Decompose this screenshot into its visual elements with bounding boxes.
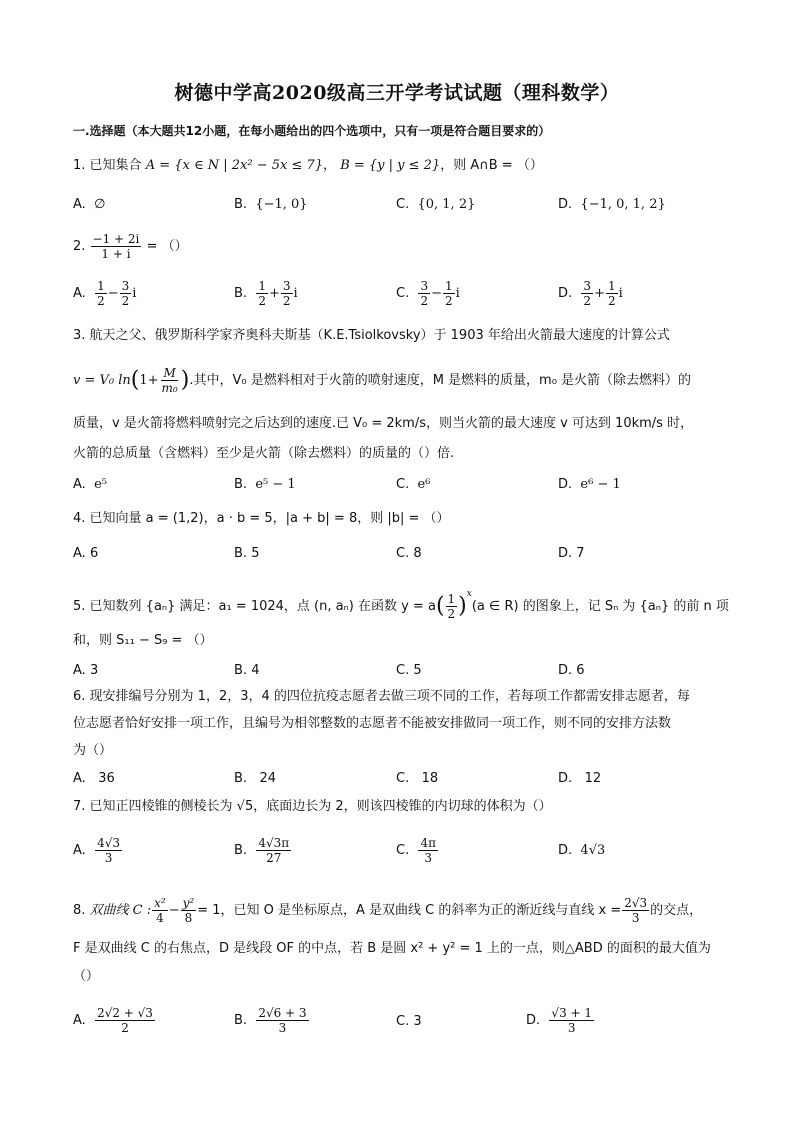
option-label: D.: [558, 197, 573, 212]
question-text: 已知向量 a = (1,2)，a · b = 5，|a + b| = 8，则 |b| = （）: [89, 511, 450, 526]
question-3-line-1: [73, 327, 670, 345]
option-label: D.: [558, 843, 573, 858]
question-6-line-2: 位志愿者恰好安排一项工作，且编号为相邻整数的志愿者不能被安排做同一项工作，则不同的安排方法数: [73, 716, 672, 731]
option-text: 7: [576, 546, 585, 561]
q5-option-c: [396, 662, 422, 680]
question-5-line-2: 和，则 S₁₁ − S₉ = （）: [73, 633, 213, 648]
denominator: 2: [97, 294, 105, 308]
question-text: .其中，V₀ 是燃料相对于火箭的喷射速度，M 是燃料的质量，m₀ 是火箭（除去燃料）的: [189, 373, 692, 388]
paren-close: ): [180, 367, 190, 393]
sign: −: [107, 286, 119, 301]
q2-option-c: [396, 279, 460, 308]
option-label: A.: [73, 771, 86, 786]
question-number: 1.: [73, 158, 86, 173]
sign: +: [594, 286, 605, 301]
denominator: 1 + i: [101, 247, 131, 261]
option-text: 24: [259, 771, 277, 786]
q3-option-b: [234, 476, 296, 494]
denominator: 3: [104, 851, 113, 865]
formula-prefix: v = V₀ ln: [73, 373, 131, 388]
question-4: [73, 510, 450, 528]
option-label: C.: [396, 1014, 410, 1029]
numerator: −1 + 2i: [92, 232, 140, 246]
option-label: D.: [558, 477, 573, 492]
question-8-line-2: F 是双曲线 C 的右焦点，D 是线段 OF 的中点，若 B 是圆 x² + y² = 1 上的一点，则△ABD 的面积的最大值为: [73, 941, 711, 956]
option-label: C.: [396, 546, 410, 561]
q2-fraction: [91, 232, 142, 261]
option-label: D.: [558, 286, 573, 301]
option-label: C.: [396, 771, 410, 786]
option-text: 18: [421, 771, 439, 786]
denominator: 2: [282, 294, 291, 308]
option-label: B.: [234, 197, 248, 212]
sign: −: [431, 286, 443, 301]
question-text: (a ∈ R) 的图象上，记 Sₙ 为 {aₙ} 的前 n 项: [471, 599, 729, 614]
imag-unit: i: [293, 286, 298, 301]
denominator: 2: [583, 294, 592, 308]
numerator: 4√3: [97, 836, 120, 850]
q4-option-a: [73, 545, 98, 563]
q2-option-a: [73, 279, 136, 308]
q4-option-d: [558, 545, 585, 563]
numerator: 2√3: [624, 896, 648, 910]
option-text: 5: [413, 663, 422, 678]
q6-option-c: [396, 770, 438, 788]
option-text: e⁵ − 1: [255, 477, 296, 492]
q1-option-c: [396, 196, 475, 214]
denominator: 2: [121, 294, 130, 308]
numerator: x²: [154, 896, 166, 910]
question-text: 已知正四棱锥的侧棱长为 √5，底面边长为 2，则该四棱锥的内切球的体积为（）: [89, 799, 552, 814]
denominator: 2: [420, 294, 429, 308]
q1-option-d: [558, 196, 666, 214]
option-text: 6: [89, 546, 99, 561]
q7-option-d: [558, 842, 605, 860]
numerator: √3 + 1: [551, 1006, 593, 1020]
option-label: A.: [73, 1013, 86, 1028]
q7-option-c: [396, 836, 439, 865]
question-text: 已知集合: [89, 158, 142, 173]
q8-option-c: [396, 1013, 422, 1031]
q2-option-d: [558, 279, 623, 308]
q6-option-b: [234, 770, 276, 788]
q4-option-c: [396, 545, 422, 563]
numerator: y²: [182, 896, 195, 910]
q3-option-a: [73, 476, 107, 494]
question-number: 5.: [73, 599, 86, 614]
option-label: C.: [396, 286, 410, 301]
option-label: C.: [396, 197, 410, 212]
option-label: A.: [73, 843, 86, 858]
question-number: 4.: [73, 511, 86, 526]
numerator: 3: [121, 279, 130, 293]
option-label: C.: [396, 663, 410, 678]
denominator: 27: [266, 851, 282, 865]
denominator: 3: [278, 1021, 287, 1035]
option-text: 36: [98, 771, 115, 786]
imag-unit: i: [132, 286, 137, 301]
denominator: 2: [258, 294, 266, 308]
question-8-line-1: 8. 双曲线 C : $\frac{\text{x²}}{4}$ − $\frac{\text{y²}}{8}$ = 1，已知 O 是坐标原点，A 是双曲线 C 的斜率为正的渐近线与直线 x = $\frac{2√3}{3}$ 的交点，: [73, 896, 703, 925]
q1-option-b: [234, 196, 308, 214]
option-label: A.: [73, 286, 86, 301]
denominator: 2: [445, 294, 453, 308]
q2-option-b: [234, 279, 298, 308]
curve-name: 双曲线 C :: [89, 903, 152, 918]
numerator: 4√3π: [258, 836, 290, 850]
question-3-line-3: 质量，v 是火箭将燃料喷射完之后达到的速度.已 V₀ = 2km/s，则当火箭的最大速度 v 可达到 10km/s 时，: [73, 416, 694, 431]
option-label: B.: [234, 771, 248, 786]
imag-unit: i: [618, 286, 623, 301]
set-a-expr: A = {x ∈ N | 2x² − 5x ≤ 7}: [145, 158, 324, 173]
question-5-line-1: 5. 已知数列 {aₙ} 满足：a₁ = 1024，点 (n, aₙ) 在函数 y = a( $\frac{1}{2}$ )$^x$(a ∈ R) 的图象上，记 Sₙ 为 {aₙ} 的前 n 项: [73, 589, 729, 621]
question-1: [73, 157, 543, 175]
question-text: 已知数列 {aₙ} 满足：a₁ = 1024，点 (n, aₙ) 在函数 y = a: [89, 599, 436, 614]
option-label: B.: [234, 1013, 248, 1028]
option-label: D.: [558, 546, 573, 561]
option-text: e⁶ − 1: [580, 477, 621, 492]
q4-option-b: [234, 545, 259, 563]
numerator: 1: [447, 592, 456, 606]
q8-option-a: [73, 1006, 156, 1035]
numerator: 2√6 + 3: [258, 1006, 307, 1020]
question-3-line-2: v = V₀ ln(1+ $\frac{M}{\text{m₀}}$ ).其中，V₀ 是燃料相对于火箭的喷射速度，M 是燃料的质量，m₀ 是火箭（除去燃料）的: [73, 366, 692, 395]
q1-option-a: [73, 196, 105, 214]
denominator: 3: [567, 1021, 576, 1035]
numerator: 1: [97, 279, 105, 293]
denominator: 2: [121, 1021, 129, 1035]
numerator: 1: [607, 279, 616, 293]
denominator: 2: [447, 607, 456, 621]
denominator: m₀: [161, 381, 178, 395]
option-text: 3: [89, 663, 99, 678]
question-text: = （）: [146, 239, 188, 254]
separator: ，: [323, 158, 337, 173]
question-6-line-3: 为（）: [73, 743, 113, 758]
question-6-line-1: [73, 688, 690, 706]
q5-option-b: [234, 662, 259, 680]
question-number: 6.: [73, 689, 86, 704]
numerator: 3: [282, 279, 291, 293]
q6-option-d: [558, 770, 601, 788]
option-label: D.: [558, 771, 573, 786]
numerator: 1: [445, 279, 453, 293]
numerator: 2√2 + √3: [97, 1006, 153, 1020]
option-text: {0, 1, 2}: [417, 197, 476, 212]
option-label: A.: [73, 546, 86, 561]
option-label: A.: [73, 663, 86, 678]
option-label: A.: [73, 477, 86, 492]
option-text: 8: [413, 546, 422, 561]
q3-option-c: [396, 476, 430, 494]
option-text: 3: [413, 1014, 422, 1029]
option-label: D.: [526, 1013, 541, 1028]
numerator: 3: [420, 279, 429, 293]
question-text: 的交点，: [650, 903, 703, 918]
option-label: B.: [234, 286, 248, 301]
denominator: 3: [631, 911, 640, 925]
section-heading: 一.选择题（本大题共12小题，在每小题给出的四个选项中，只有一项是符合题目要求的）: [73, 124, 551, 138]
question-number: 2.: [73, 239, 86, 254]
question-text: ，则 A∩B = （）: [440, 158, 543, 173]
question-number: 7.: [73, 799, 86, 814]
paren-open: (: [130, 367, 140, 393]
option-label: B.: [234, 477, 248, 492]
option-text: {−1, 0}: [255, 197, 308, 212]
question-number: 8.: [73, 903, 86, 918]
option-text: e⁶: [417, 477, 431, 492]
option-label: C.: [396, 477, 410, 492]
denominator: 3: [424, 851, 433, 865]
exam-title: 树德中学高2020级高三开学考试试题（理科数学）: [174, 82, 620, 104]
set-b-expr: B = {y | y ≤ 2}: [340, 158, 441, 173]
option-text: 4: [251, 663, 260, 678]
option-text: 12: [584, 771, 602, 786]
option-label: D.: [558, 663, 573, 678]
question-2: [73, 232, 188, 261]
imag-unit: i: [455, 286, 460, 301]
question-number: 3.: [73, 328, 86, 343]
numerator: 3: [583, 279, 592, 293]
option-text: 4√3: [580, 843, 606, 858]
question-text: 航天之父、俄罗斯科学家齐奥科夫斯基（K.E.Tsiolkovsky）于 1903 年给出火箭最大速度的计算公式: [89, 328, 670, 343]
exponent: x: [466, 589, 472, 599]
option-text: {−1, 0, 1, 2}: [580, 197, 666, 212]
denominator: 2: [607, 294, 616, 308]
denominator: 4: [156, 911, 164, 925]
q7-option-b: [234, 836, 292, 865]
question-3-line-4: 火箭的总质量（含燃料）至少是火箭（除去燃料）的质量的（）倍.: [73, 446, 455, 461]
q6-option-a: [73, 770, 115, 788]
question-8-line-3: （）: [73, 969, 100, 984]
option-label: C.: [396, 843, 410, 858]
q5-option-a: [73, 662, 98, 680]
question-text: = 1，已知 O 是坐标原点，A 是双曲线 C 的斜率为正的渐近线与直线 x =: [197, 903, 622, 918]
numerator: 4π: [420, 836, 437, 850]
q8-option-b: [234, 1006, 310, 1035]
numerator: 1: [258, 279, 266, 293]
option-label: A.: [73, 197, 86, 212]
q7-option-a: [73, 836, 123, 865]
denominator: 8: [184, 911, 193, 925]
option-text: ∅: [94, 197, 106, 212]
option-text: 5: [251, 546, 260, 561]
option-label: B.: [234, 843, 248, 858]
sign: +: [268, 286, 280, 301]
question-7: [73, 798, 552, 816]
option-text: 6: [576, 663, 585, 678]
question-text: 现安排编号分别为 1，2，3，4 的四位抗疫志愿者去做三项不同的工作，若每项工作都需安排志愿者，每: [89, 689, 690, 704]
option-label: B.: [234, 663, 248, 678]
q8-option-d: [526, 1006, 595, 1035]
q5-option-d: [558, 662, 585, 680]
q3-option-d: [558, 476, 621, 494]
option-text: e⁵: [94, 477, 107, 492]
numerator: M: [163, 366, 176, 380]
option-label: B.: [234, 546, 248, 561]
